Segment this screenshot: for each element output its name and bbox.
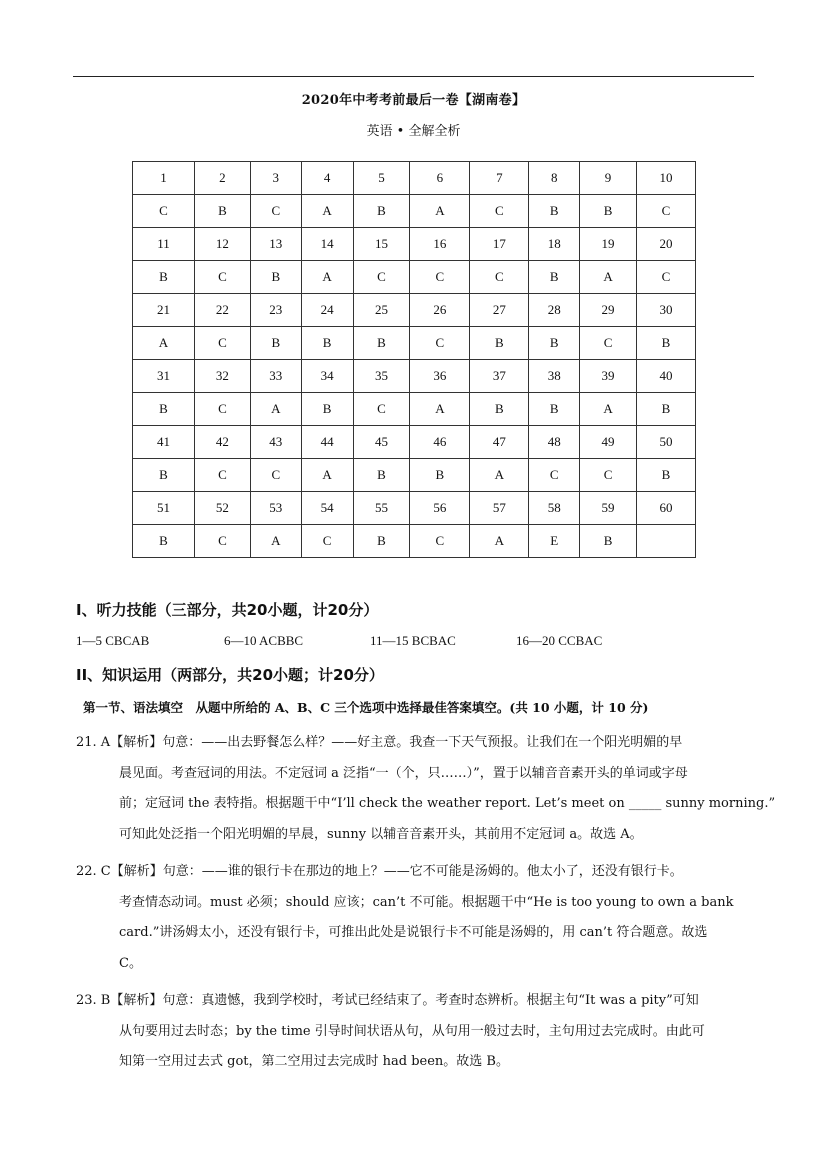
- answer-cell: B: [529, 195, 580, 228]
- question-number-cell: 20: [637, 228, 696, 261]
- question-number-cell: 27: [470, 294, 529, 327]
- question-number-cell: 53: [250, 492, 301, 525]
- answer-cell: B: [353, 327, 410, 360]
- question-number-cell: 22: [194, 294, 250, 327]
- question-number-cell: 49: [580, 426, 637, 459]
- table-row-question-numbers: [133, 162, 696, 195]
- question-number-cell: 55: [353, 492, 410, 525]
- table-row-answers: [133, 261, 696, 294]
- question-number-cell: 6: [410, 162, 470, 195]
- question-number-cell: 7: [470, 162, 529, 195]
- answer-cell: C: [353, 393, 410, 426]
- listening-answer: 11—15 BCBAC: [370, 633, 456, 648]
- table-row-question-numbers: [133, 294, 696, 327]
- question-number-cell: 36: [410, 360, 470, 393]
- question-number-cell: 37: [470, 360, 529, 393]
- section2-subheading: 第一节、语法填空 从题中所给的 A、B、C 三个选项中选择最佳答案填空。(共 10 小题，计 10 分): [83, 700, 649, 715]
- answer-cell: B: [133, 261, 195, 294]
- explanation-line: 23. B【解析】句意：真遗憾，我到学校时，考试已经结束了。考查时态辨析。根据主句“It was a pity”可知: [76, 993, 699, 1008]
- answer-cell: B: [133, 459, 195, 492]
- answer-cell: A: [470, 525, 529, 558]
- question-number-cell: 33: [250, 360, 301, 393]
- page-subtitle: 英语 • 全解全析: [366, 124, 461, 139]
- table-row-answers: [133, 525, 696, 558]
- question-number-cell: 39: [580, 360, 637, 393]
- answer-cell: A: [133, 327, 195, 360]
- question-number-cell: 5: [353, 162, 410, 195]
- answer-cell: B: [637, 459, 696, 492]
- page-title: 2020年中考考前最后一卷【湖南卷】: [301, 93, 526, 108]
- answer-cell: C: [194, 525, 250, 558]
- question-number-cell: 59: [580, 492, 637, 525]
- question-number-cell: 21: [133, 294, 195, 327]
- answer-cell: A: [250, 393, 301, 426]
- answer-cell: E: [529, 525, 580, 558]
- table-row-question-numbers: [133, 228, 696, 261]
- answer-cell: B: [353, 525, 410, 558]
- answer-cell: C: [410, 327, 470, 360]
- answer-cell: A: [580, 261, 637, 294]
- question-number-cell: 50: [637, 426, 696, 459]
- answer-cell: C: [194, 261, 250, 294]
- answer-cell: C: [250, 195, 301, 228]
- answer-cell: A: [580, 393, 637, 426]
- question-number-cell: 2: [194, 162, 250, 195]
- question-number-cell: 19: [580, 228, 637, 261]
- question-21-explanation: [76, 728, 776, 850]
- question-22-explanation: [76, 857, 756, 979]
- question-number-cell: 45: [353, 426, 410, 459]
- question-number-cell: 48: [529, 426, 580, 459]
- answer-cell: A: [410, 393, 470, 426]
- answer-cell: B: [133, 525, 195, 558]
- answer-cell: B: [529, 261, 580, 294]
- question-number-cell: 40: [637, 360, 696, 393]
- explanation-line: 知第一空用过去式 got，第二空用过去完成时 had been。故选 B。: [119, 1054, 509, 1069]
- answer-cell: C: [580, 459, 637, 492]
- question-number-cell: 38: [529, 360, 580, 393]
- answer-cell: C: [133, 195, 195, 228]
- question-number-cell: 58: [529, 492, 580, 525]
- table-row-question-numbers: [133, 492, 696, 525]
- question-number-cell: 26: [410, 294, 470, 327]
- answer-cell: C: [470, 195, 529, 228]
- section1-heading: I、听力技能（三部分，共20小题，计20分）: [76, 601, 379, 619]
- question-number-cell: 57: [470, 492, 529, 525]
- answer-cell: C: [353, 261, 410, 294]
- question-number-cell: 15: [353, 228, 410, 261]
- answer-cell: A: [301, 459, 353, 492]
- table-row-question-numbers: [133, 426, 696, 459]
- answer-cell: B: [529, 393, 580, 426]
- answer-cell: B: [133, 393, 195, 426]
- answer-cell: C: [580, 327, 637, 360]
- question-number-cell: 51: [133, 492, 195, 525]
- question-number-cell: 1: [133, 162, 195, 195]
- answer-cell: A: [301, 261, 353, 294]
- question-number-cell: 14: [301, 228, 353, 261]
- answer-cell: A: [410, 195, 470, 228]
- table-row-question-numbers: [133, 360, 696, 393]
- question-number-cell: 44: [301, 426, 353, 459]
- table-row-answers: [133, 327, 696, 360]
- question-23-explanation: [76, 986, 756, 1078]
- answer-cell: C: [637, 195, 696, 228]
- explanation-line: 晨见面。考查冠词的用法。不定冠词 a 泛指“一（个，只……）”，置于以辅音音素开头的单词或字母: [119, 765, 688, 781]
- question-number-cell: 12: [194, 228, 250, 261]
- listening-answer: 6—10 ACBBC: [224, 633, 304, 648]
- answer-cell: B: [301, 327, 353, 360]
- answer-cell: B: [301, 393, 353, 426]
- question-number-cell: 35: [353, 360, 410, 393]
- question-number-cell: 10: [637, 162, 696, 195]
- explanation-line: C。: [119, 955, 142, 971]
- answer-cell: A: [301, 195, 353, 228]
- question-number-cell: 47: [470, 426, 529, 459]
- answer-cell: C: [194, 393, 250, 426]
- explanation-line: 从句要用过去时态；by the time 引导时间状语从句，从句用一般过去时，主句用过去完成时。由此可: [119, 1023, 705, 1039]
- answer-cell: C: [637, 261, 696, 294]
- answer-cell: B: [470, 327, 529, 360]
- answer-cell: [637, 525, 696, 558]
- question-number-cell: 31: [133, 360, 195, 393]
- question-number-cell: 56: [410, 492, 470, 525]
- question-number-cell: 60: [637, 492, 696, 525]
- table-row-answers: [133, 393, 696, 426]
- question-number-cell: 43: [250, 426, 301, 459]
- answer-cell: A: [470, 459, 529, 492]
- question-number-cell: 23: [250, 294, 301, 327]
- table-row-answers: [133, 459, 696, 492]
- top-rule: [73, 76, 754, 77]
- question-number-cell: 30: [637, 294, 696, 327]
- question-number-cell: 25: [353, 294, 410, 327]
- question-number-cell: 17: [470, 228, 529, 261]
- question-number-cell: 32: [194, 360, 250, 393]
- answer-cell: B: [353, 459, 410, 492]
- answer-cell: C: [529, 459, 580, 492]
- question-number-cell: 52: [194, 492, 250, 525]
- question-number-cell: 28: [529, 294, 580, 327]
- answer-cell: C: [301, 525, 353, 558]
- answer-cell: B: [529, 327, 580, 360]
- question-number-cell: 9: [580, 162, 637, 195]
- answer-cell: C: [250, 459, 301, 492]
- question-number-cell: 4: [301, 162, 353, 195]
- question-number-cell: 46: [410, 426, 470, 459]
- question-number-cell: 34: [301, 360, 353, 393]
- question-number-cell: 42: [194, 426, 250, 459]
- question-number-cell: 3: [250, 162, 301, 195]
- answer-cell: C: [410, 525, 470, 558]
- question-number-cell: 41: [133, 426, 195, 459]
- answer-cell: C: [470, 261, 529, 294]
- answer-table: [132, 161, 696, 558]
- explanation-line: 22. C【解析】句意：——谁的银行卡在那边的地上？——它不可能是汤姆的。他太小了，还没有银行卡。: [76, 864, 683, 879]
- answer-cell: C: [194, 459, 250, 492]
- answer-cell: B: [353, 195, 410, 228]
- question-number-cell: 11: [133, 228, 195, 261]
- question-number-cell: 18: [529, 228, 580, 261]
- section2-heading: II、知识运用（两部分，共20小题；计20分）: [76, 666, 384, 684]
- question-number-cell: 54: [301, 492, 353, 525]
- answer-cell: A: [250, 525, 301, 558]
- question-number-cell: 13: [250, 228, 301, 261]
- answer-cell: B: [580, 525, 637, 558]
- question-number-cell: 8: [529, 162, 580, 195]
- question-number-cell: 29: [580, 294, 637, 327]
- question-number-cell: 24: [301, 294, 353, 327]
- answer-cell: B: [470, 393, 529, 426]
- explanation-line: 考查情态动词。must 必须；should 应该；can’t 不可能。根据题干中“He is too young to own a bank: [119, 894, 734, 910]
- explanation-line: card.”讲汤姆太小，还没有银行卡，可推出此处是说银行卡不可能是汤姆的，用 can’t 符合题意。故选: [119, 925, 708, 940]
- listening-answer: 16—20 CCBAC: [516, 633, 603, 648]
- answer-cell: B: [410, 459, 470, 492]
- explanation-line: 前；定冠词 the 表特指。根据题干中“I’ll check the weather report. Let’s meet on _____ sunny morning.”: [119, 796, 776, 811]
- answer-cell: B: [637, 327, 696, 360]
- table-row-answers: [133, 195, 696, 228]
- answer-cell: B: [580, 195, 637, 228]
- listening-answer: 1—5 CBCAB: [76, 633, 150, 648]
- question-number-cell: 16: [410, 228, 470, 261]
- answer-cell: C: [194, 327, 250, 360]
- explanation-line: 21. A【解析】句意：——出去野餐怎么样？——好主意。我查一下天气预报。让我们在一个阳光明媚的早: [76, 735, 683, 750]
- answer-cell: B: [250, 327, 301, 360]
- explanation-line: 可知此处泛指一个阳光明媚的早晨，sunny 以辅音音素开头，其前用不定冠词 a。故选 A。: [119, 826, 643, 842]
- answer-cell: B: [250, 261, 301, 294]
- answer-cell: C: [410, 261, 470, 294]
- answer-cell: B: [194, 195, 250, 228]
- answer-cell: B: [637, 393, 696, 426]
